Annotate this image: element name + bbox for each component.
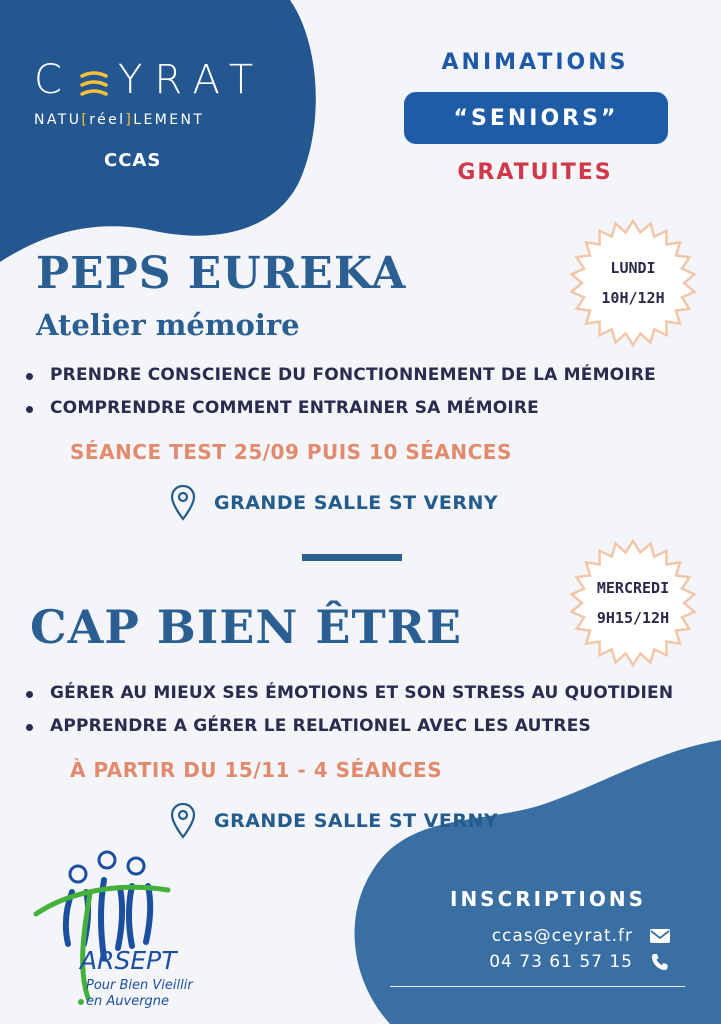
section-title-cap-bien-etre: CAP BIEN ÊTRE	[30, 600, 463, 654]
map-pin-icon	[170, 802, 196, 840]
session-info-peps: SÉANCE TEST 25/09 PUIS 10 SÉANCES	[70, 440, 512, 464]
arsept-subtitle-2: en Auvergne	[86, 994, 170, 1009]
section-subtitle-atelier: Atelier mémoire	[36, 308, 300, 342]
arsept-name: ARSEPT	[80, 946, 177, 975]
bottom-right-blob	[330, 740, 721, 1024]
list-item: APPRENDRE A GÉRER LE RELATIONEL AVEC LES AUTRES	[24, 710, 673, 743]
location-cap	[170, 802, 498, 840]
tagline-bracket-open: [	[81, 112, 90, 128]
schedule-badge-lundi	[568, 218, 698, 348]
map-pin-icon	[170, 484, 196, 522]
badge-day: LUNDI	[610, 259, 656, 277]
schedule-badge-mercredi	[568, 538, 698, 668]
location-peps	[170, 484, 498, 522]
badge-time: 10H/12H	[601, 289, 665, 307]
header-gratuites: GRATUITES	[457, 160, 613, 185]
phone-icon	[649, 953, 671, 971]
top-left-blob	[0, 0, 330, 270]
phone-text[interactable]: 04 73 61 57 15	[489, 952, 633, 972]
logo-letter-c: C	[34, 57, 74, 103]
section-title-peps-eureka: PEPS EUREKA	[36, 248, 407, 299]
ccas-label: CCAS	[104, 150, 162, 171]
inscriptions-title: INSCRIPTIONS	[450, 887, 646, 911]
email-row[interactable]	[492, 926, 671, 946]
tagline-end: LEMENT	[133, 112, 205, 128]
bullet-list-peps	[24, 359, 656, 425]
logo-wordmark	[34, 58, 264, 102]
badge-day: MERCREDI	[596, 579, 670, 597]
email-text[interactable]: ccas@ceyrat.fr	[491, 926, 633, 946]
location-text: GRANDE SALLE ST VERNY	[214, 810, 499, 832]
session-info-cap: À PARTIR DU 15/11 - 4 SÉANCES	[70, 758, 443, 782]
list-item: GÉRER AU MIEUX SES ÉMOTIONS ET SON STRESS AU QUOTIDIEN	[24, 677, 673, 710]
logo-letters-yrat: YRAT	[117, 57, 266, 103]
green-dot	[78, 999, 84, 1005]
inscriptions-underline	[390, 986, 685, 987]
logo-tagline	[34, 112, 264, 128]
bullet-list-cap	[24, 677, 673, 743]
list-item: COMPRENDRE COMMENT ENTRAINER SA MÉMOIRE	[24, 392, 656, 425]
envelope-icon	[649, 927, 671, 945]
list-item: PRENDRE CONSCIENCE DU FONCTIONNEMENT DE LA MÉMOIRE	[24, 359, 656, 392]
header-seniors-pill: “SENIORS”	[404, 92, 668, 144]
tagline-highlight: réel	[89, 112, 126, 128]
tagline-start: NATU	[34, 112, 82, 128]
badge-time: 9H15/12H	[596, 609, 670, 627]
tagline-bracket-close: ]	[125, 112, 134, 128]
location-text: GRANDE SALLE ST VERNY	[214, 492, 499, 514]
phone-row[interactable]	[489, 952, 671, 972]
ceyrat-logo	[34, 58, 264, 128]
arsept-subtitle-1: Pour Bien Vieillir	[86, 978, 193, 993]
logo-e-waves-icon	[80, 65, 108, 95]
section-divider	[302, 554, 402, 561]
header-animations: ANIMATIONS	[441, 50, 629, 75]
